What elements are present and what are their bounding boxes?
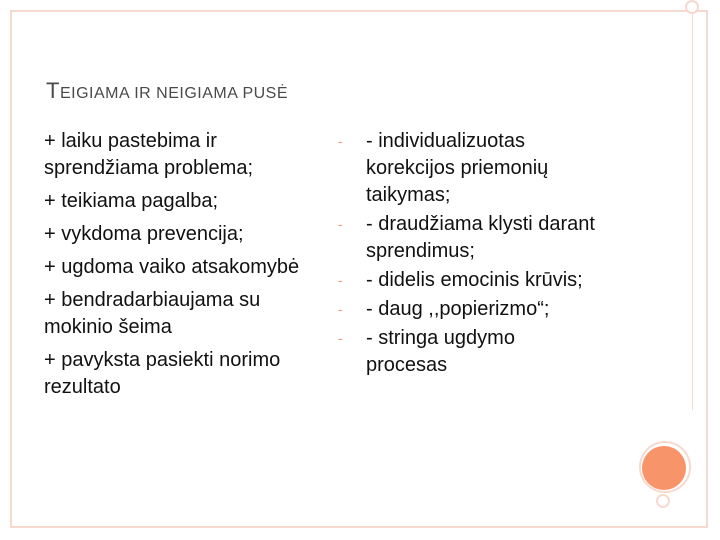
- list-item: [338, 128, 600, 209]
- list-item-text: - stringa ugdymo procesas: [366, 327, 515, 376]
- list-item-text: - draudžiama klysti darant sprendimus;: [366, 213, 595, 262]
- title-rest: EIGIAMA IR NEIGIAMA PUSĖ: [59, 85, 289, 102]
- positive-list: [44, 128, 324, 407]
- list-item: [338, 325, 600, 379]
- list-item: + pavyksta pasiekti norimo rezultato: [44, 349, 281, 398]
- bullet-dash: -: [338, 216, 343, 232]
- slide-title: [46, 78, 288, 104]
- negative-list: [338, 128, 600, 381]
- list-item-text: - individualizuotas korekcijos priemonių taikymas;: [366, 130, 549, 206]
- bullet-dash: -: [338, 272, 343, 288]
- bullet-dash: -: [338, 330, 343, 346]
- list-item: [338, 267, 600, 294]
- list-item-text: - didelis emocinis krūvis;: [366, 269, 583, 291]
- decorative-circle-filled: [642, 446, 686, 490]
- list-item: + bendradarbiaujama su mokinio šeima: [44, 289, 261, 338]
- list-item-text: - daug ,,popierizmo“;: [366, 298, 550, 320]
- decorative-circle-bottom: [656, 494, 670, 508]
- list-item: + teikiama pagalba;: [44, 190, 219, 212]
- list-item: + vykdoma prevencija;: [44, 223, 244, 245]
- list-item: + ugdoma vaiko atsakomybė: [44, 256, 300, 278]
- bullet-dash: -: [338, 133, 343, 149]
- list-item: + laiku pastebima ir sprendžiama problema;: [44, 130, 253, 179]
- decorative-vertical-line: [692, 0, 693, 410]
- title-first-letter: T: [46, 78, 60, 103]
- bullet-dash: -: [338, 301, 343, 317]
- list-item: [338, 296, 600, 323]
- decorative-circle-top: [685, 0, 699, 14]
- list-item: [338, 211, 600, 265]
